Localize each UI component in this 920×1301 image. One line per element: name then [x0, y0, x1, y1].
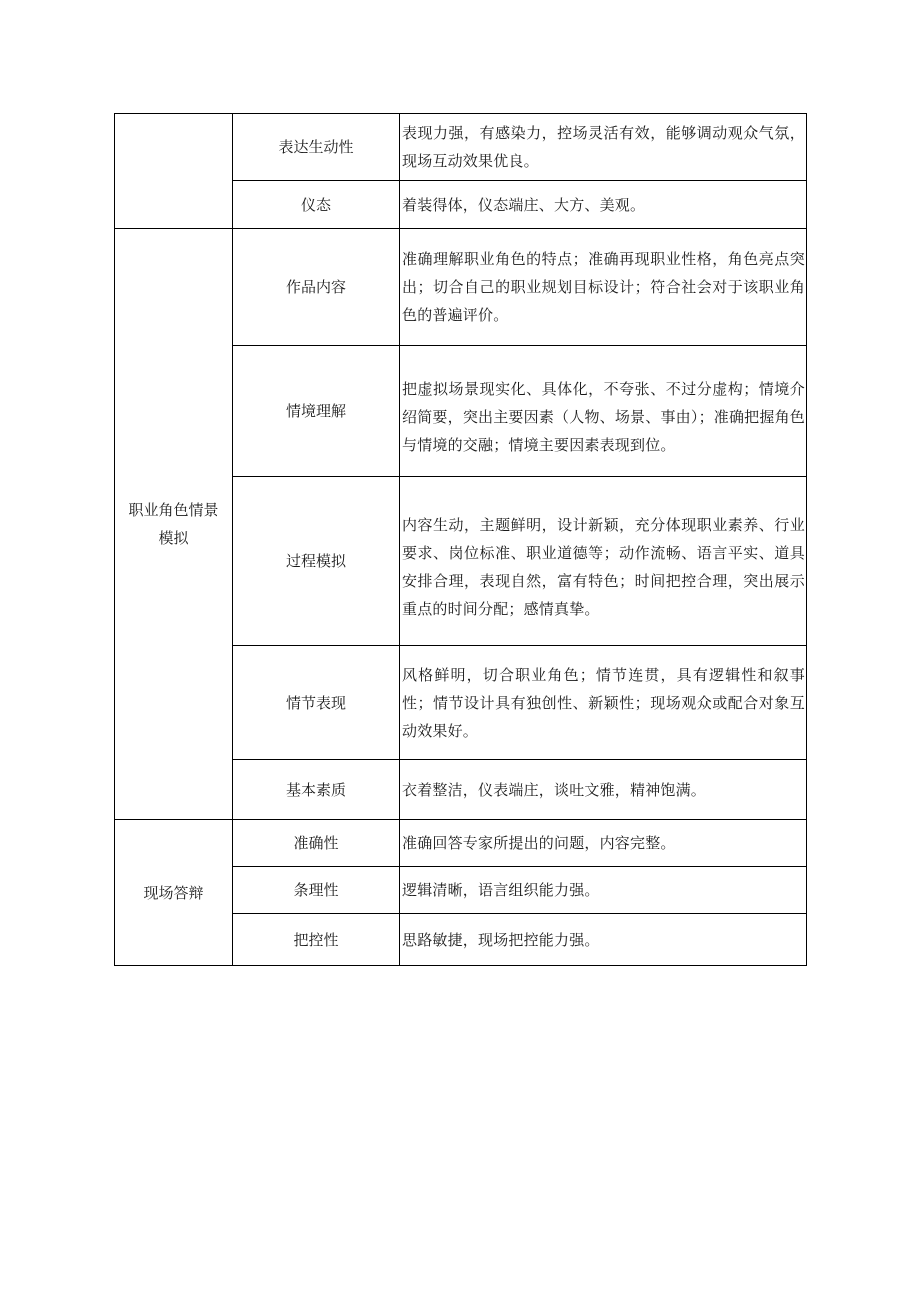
- category-cell: [115, 820, 233, 966]
- category-cell: [115, 114, 233, 229]
- description-cell: [400, 477, 807, 646]
- table-row: [115, 820, 807, 867]
- description-text: 准确回答专家所提出的问题，内容完整。: [402, 834, 676, 852]
- description-cell: [400, 114, 807, 181]
- category-label: 职业角色情景模拟: [128, 501, 219, 547]
- criterion-label: 仪态: [300, 195, 331, 214]
- description-text: 表现力强，有感染力，控场灵活有效，能够调动观众气氛，现场互动效果优良。: [402, 124, 805, 170]
- criterion-cell: [233, 646, 400, 760]
- category-label: 现场答辩: [143, 883, 204, 902]
- criterion-cell: [233, 820, 400, 867]
- table-row: [115, 229, 807, 346]
- criterion-cell: [233, 477, 400, 646]
- description-text: 思路敏捷，现场把控能力强。: [402, 930, 600, 949]
- criterion-label: 准确性: [293, 834, 339, 852]
- description-cell: [400, 646, 807, 760]
- criterion-label: 过程模拟: [285, 552, 346, 570]
- criterion-cell: [233, 181, 400, 229]
- criterion-label: 条理性: [293, 881, 339, 899]
- description-cell: [400, 867, 807, 914]
- category-cell: [115, 229, 233, 820]
- criterion-label: 基本素质: [285, 780, 346, 799]
- description-text: 风格鲜明，切合职业角色；情节连贯，具有逻辑性和叙事性；情节设计具有独创性、新颖性；现场观众或配合对象互动效果好。: [402, 665, 805, 740]
- description-cell: [400, 346, 807, 477]
- table-row: [115, 114, 807, 181]
- description-cell: [400, 914, 807, 966]
- description-text: 逻辑清晰，语言组织能力强。: [402, 881, 600, 899]
- description-text: 把虚拟场景现实化、具体化，不夸张、不过分虚构；情境介绍简要，突出主要因素（人物、场景、事由）；准确把握角色与情境的交融；情境主要因素表现到位。: [402, 380, 805, 454]
- description-cell: [400, 181, 807, 229]
- description-text: 内容生动，主题鲜明，设计新颖，充分体现职业素养、行业要求、岗位标准、职业道德等；动作流畅、语言平实、道具安排合理，表现自然，富有特色；时间把控合理，突出展示重点的时间分配；感情真挚。: [402, 516, 805, 618]
- description-cell: [400, 760, 807, 820]
- criterion-cell: [233, 867, 400, 914]
- criterion-label: 表达生动性: [278, 138, 354, 156]
- description-cell: [400, 229, 807, 346]
- criterion-cell: [233, 760, 400, 820]
- description-text: 着装得体，仪态端庄、大方、美观。: [402, 195, 646, 214]
- criterion-label: 作品内容: [285, 278, 346, 296]
- criterion-label: 把控性: [293, 930, 339, 949]
- criterion-cell: [233, 914, 400, 966]
- description-text: 准确理解职业角色的特点；准确再现职业性格，角色亮点突出；切合自己的职业规划目标设计；符合社会对于该职业角色的普遍评价。: [402, 250, 805, 324]
- criterion-cell: [233, 114, 400, 181]
- criterion-label: 情节表现: [285, 693, 346, 712]
- description-cell: [400, 820, 807, 867]
- scoring-rubric-table: [114, 113, 807, 966]
- criterion-cell: [233, 346, 400, 477]
- criterion-cell: [233, 229, 400, 346]
- criterion-label: 情境理解: [285, 402, 346, 420]
- description-text: 衣着整洁，仪表端庄，谈吐文雅，精神饱满。: [402, 780, 707, 799]
